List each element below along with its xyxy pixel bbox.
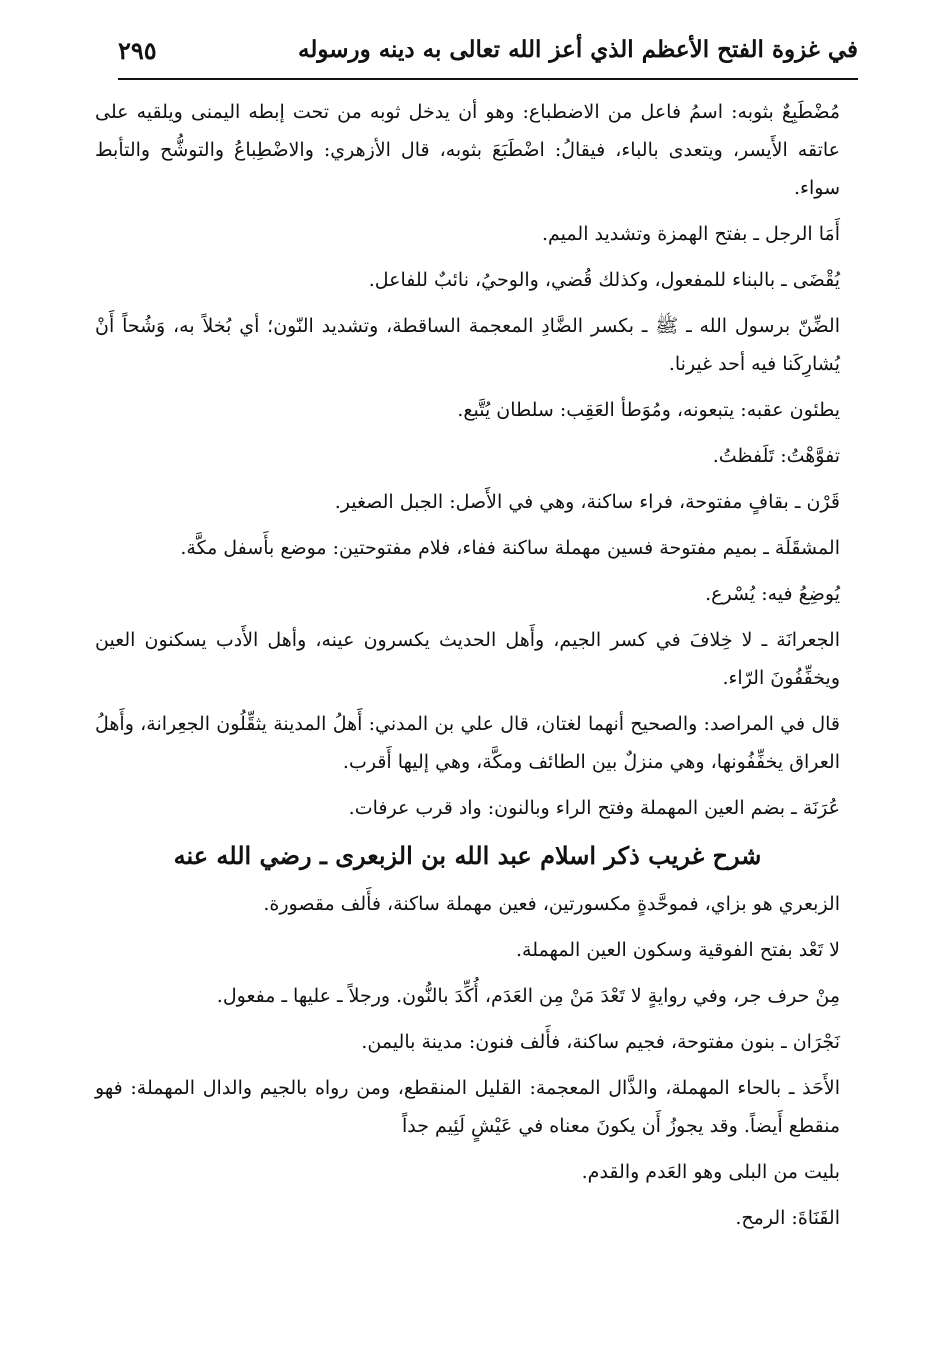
running-header — [118, 30, 858, 80]
header-rule — [118, 78, 858, 80]
paragraph-alahadh: الأَحَذ ـ بالحاء المهملة، والذَّال المعجمة: القليل المنقطع، ومن رواه بالجيم والدال المهملة: فهو منقطع أَيضاً. وقد يجوزُ أَن يكونَ معناه في عَيْشٍ لَئِيم جداً — [95, 1077, 840, 1137]
paragraph-zibari: الزبعري هو بزاي، فموحَّدةٍ مكسورتين، فعين مهملة ساكنة، فأَلف مقصورة. — [263, 893, 840, 915]
paragraph-ama: أَمَا الرجل ـ بفتح الهمزة وتشديد الميم. — [542, 223, 840, 245]
running-header-title: في غزوة الفتح الأعظم الذي أعز الله تعالى به دينه ورسوله — [298, 36, 858, 63]
paragraph-yuqda: يُقْضَى ـ بالبناء للمفعول، وكذلك قُضي، والوحيُ، نائبٌ للفاعل. — [368, 269, 840, 291]
paragraph-urana: عُرَنَة ـ بضم العين المهملة وفتح الراء وبالنون: واد قرب عرفات. — [348, 797, 840, 819]
paragraph-iDtiba: مُضْطَبِعٌ بثوبه: اسمُ فاعل من الاضطباع: وهو أن يدخل ثوبه من تحت إبطه اليمنى ويلقيه على عاتقه الأَيسر، ويتعدى بالباء، فيقالُ: اضْطَبَعَ بثوبه، قال الأزهري: والاضْطِباعُ والتوشُّح والتأبط سواء. — [95, 101, 840, 199]
paragraph-yatauna: يطئون عقبه: يتبعونه، ومُوَطأ العَقِب: سلطان يُتَّبع. — [457, 399, 840, 421]
paragraph-balit: بليت من البلى وهو العَدم والقدم. — [581, 1161, 840, 1183]
paragraph-qarn: قَرْن ـ بقافٍ مفتوحة، فراء ساكنة، وهي في الأَصل: الجبل الصغير. — [334, 491, 840, 513]
paragraph-almashqala: المشقَلَة ـ بميم مفتوحة فسين مهملة ساكنة ففاء، فلام مفتوحتين: موضع بأَسفل مكَّة. — [180, 537, 840, 559]
page-body — [95, 93, 840, 1245]
paragraph-alqanat: القَنَاةَ: الرمح. — [735, 1207, 840, 1229]
paragraph-almarasid: قال في المراصد: والصحيح أنهما لغتان، قال علي بن المدني: أَهلُ المدينة يثقِّلُون الجعِرانة، وأَهلُ العراق يخفِّفُونها، وهي منزلٌ بين الطائف ومكَّة، وهي إليها أَقرب. — [95, 713, 840, 773]
paragraph-la-tad: لا تَعْد بفتح الفوقية وسكون العين المهملة. — [516, 939, 840, 961]
paragraph-aljirana: الجعرانَة ـ لا خِلافَ في كسر الجيم، وأَهل الحديث يكسرون عينه، وأهل الأَدب يسكنون العين ويخفِّفُونَ الرّاء. — [95, 629, 840, 689]
paragraph-aldinn: الضِّنّ برسول الله ـ ﷺ ـ بكسر الضَّادِ المعجمة الساقطة، وتشديد النّون؛ أي بُخلاً به، وَشُحاً أَنْ يُشارِكَنا فيه أحد غيرنا. — [95, 315, 840, 375]
paragraph-tafawwahtu: تفوَّهْتُ: تَلَفظتُ. — [712, 445, 840, 467]
section-heading: شرح غريب ذكر اسلام عبد الله بن الزبعرى ـ رضي الله عنه — [173, 841, 762, 870]
paragraph-yudiu: يُوضِعُ فيه: يُسْرع. — [705, 583, 840, 605]
paragraph-najran: نَجْرَان ـ بنون مفتوحة، فجيم ساكنة، فأَلف فنون: مدينة باليمن. — [361, 1031, 840, 1053]
paragraph-min: مِنْ حرف جر، وفي روايةٍ لا تَعْدَ مَنْ مِن العَدَم، أُكِّدَ بالنُّون. ورجلاً ـ عليها ـ مفعول. — [216, 985, 840, 1007]
page-number: ٢٩٥ — [118, 36, 157, 65]
